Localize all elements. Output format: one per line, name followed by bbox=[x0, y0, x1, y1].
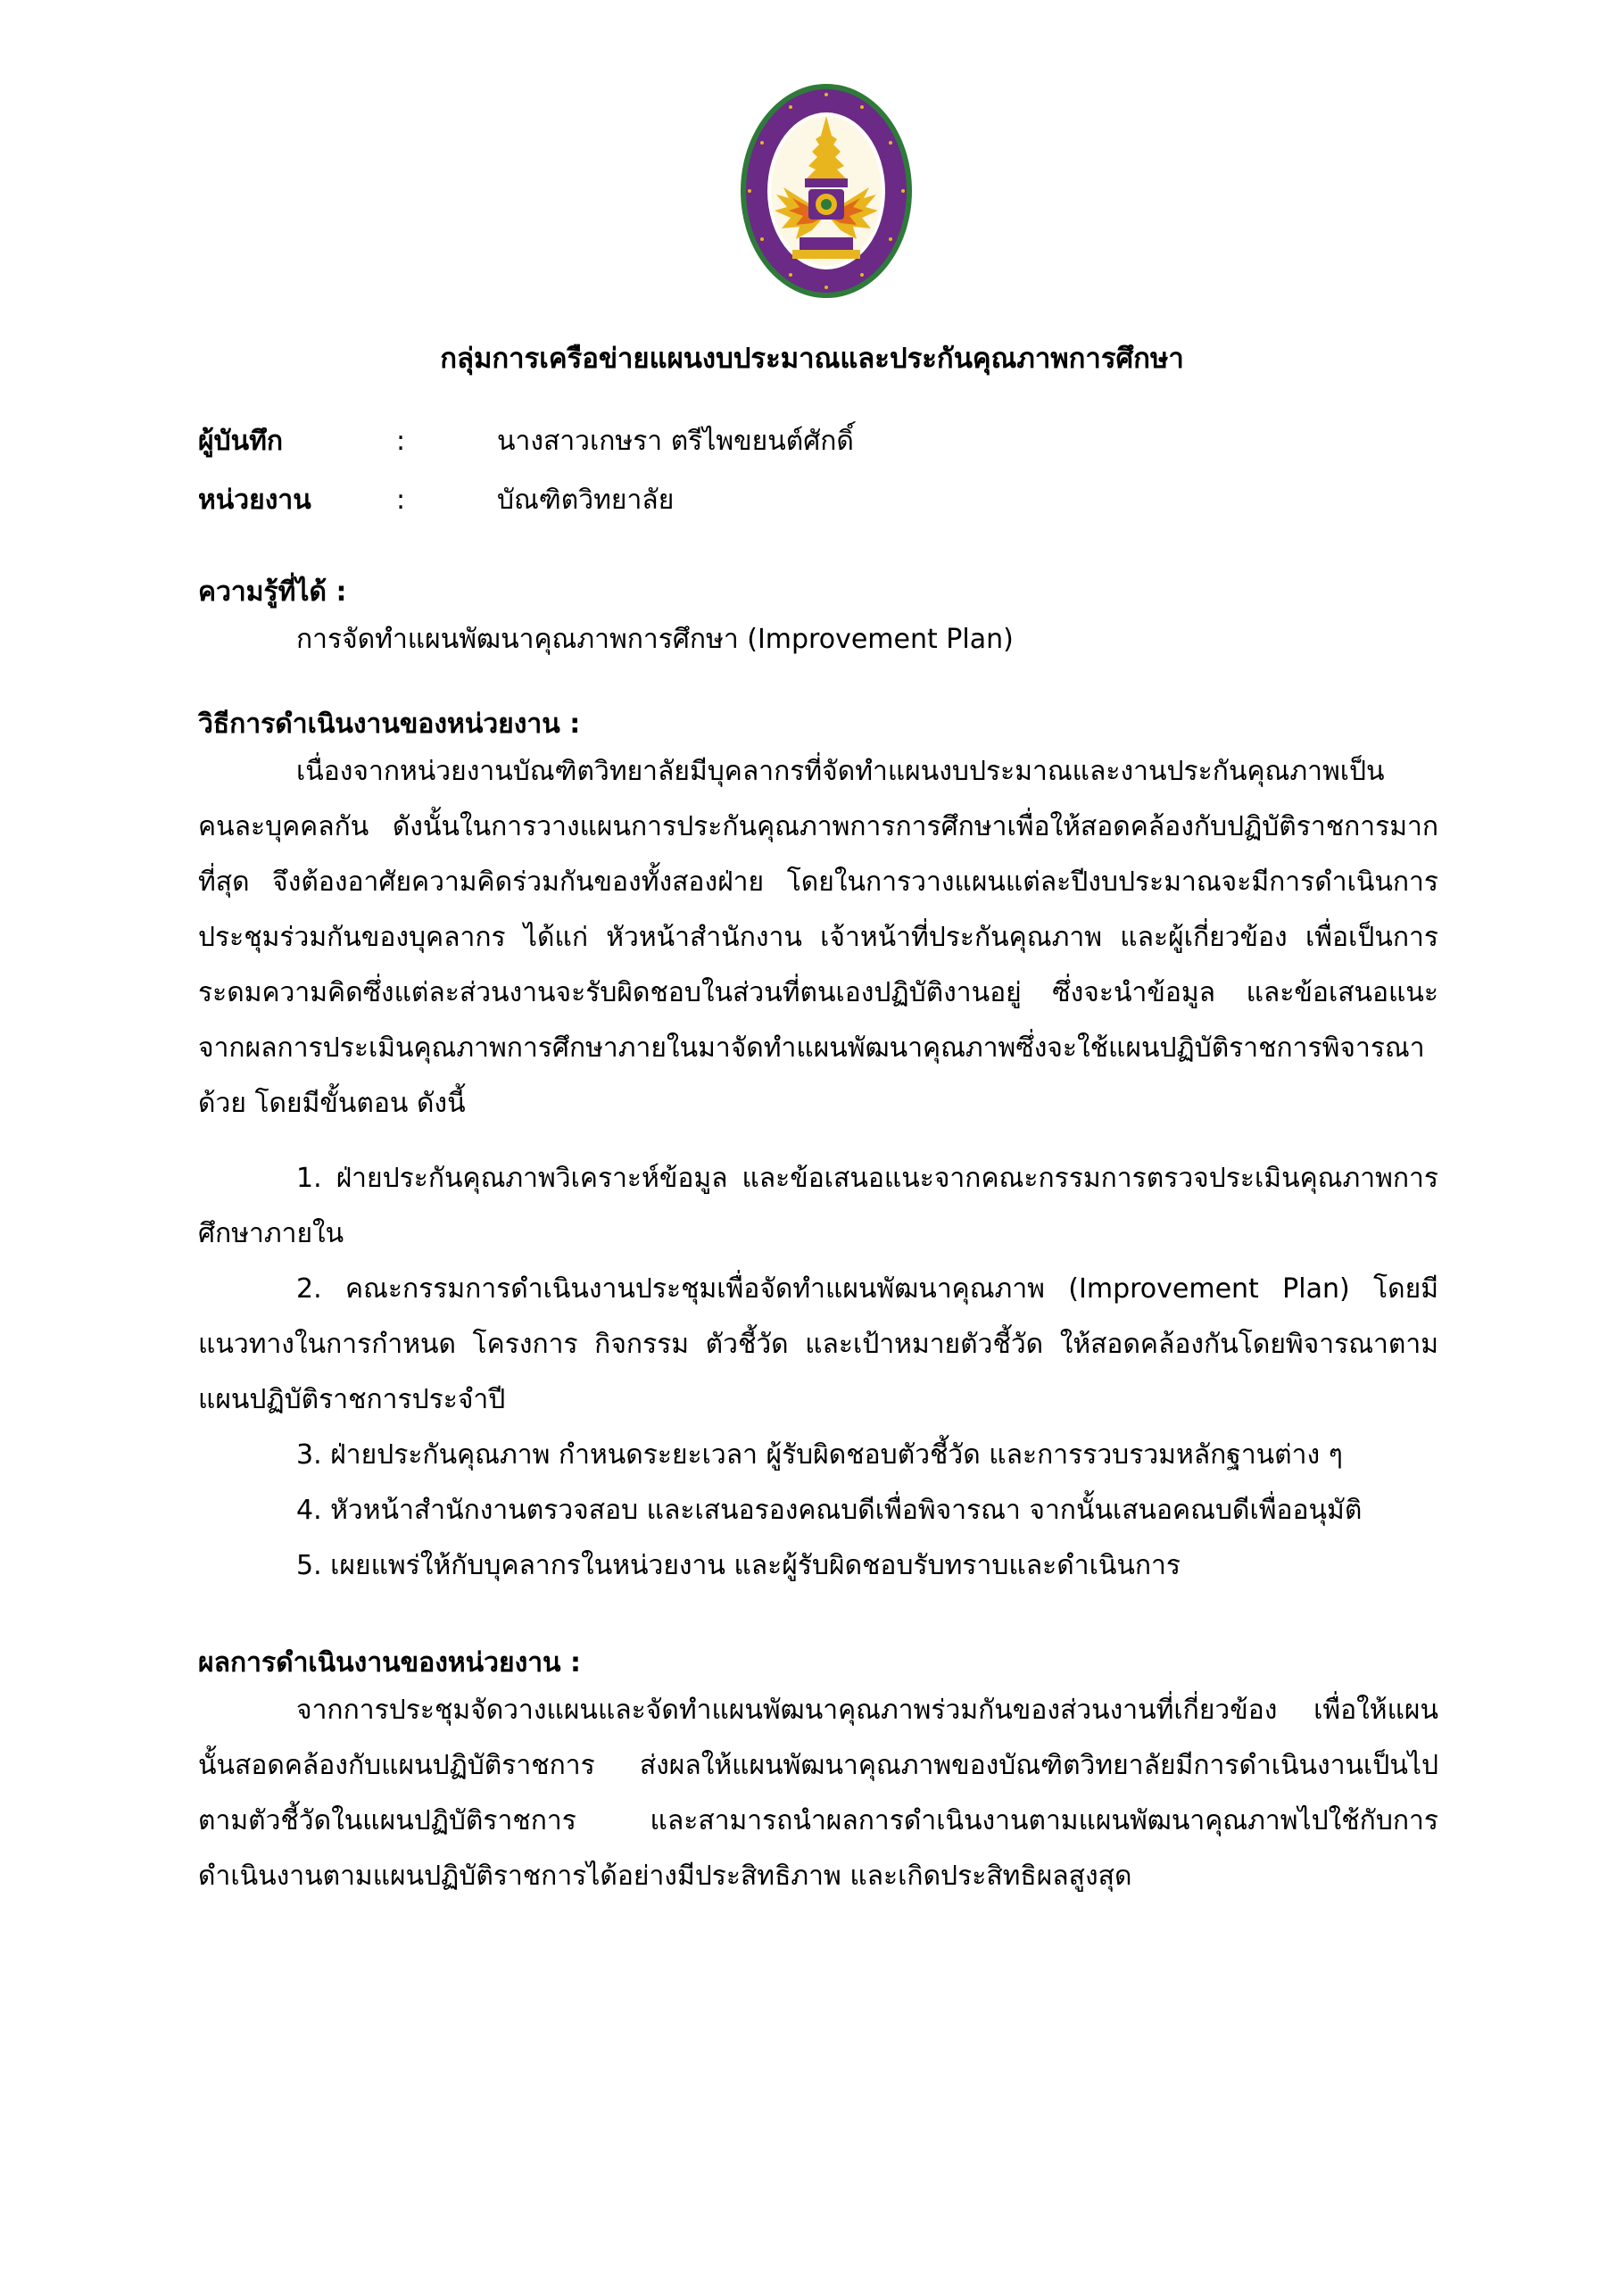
recorder-row bbox=[198, 419, 1447, 464]
method-step-4: 4. หัวหน้าสำนักงานตรวจสอบ และเสนอรองคณบดีเพื่อพิจารณา จากนั้นเสนอคณบดีเพื่ออนุมัติ bbox=[296, 1495, 1363, 1526]
method-step-5: 5. เผยแพร่ให้กับบุคลากรในหน่วยงาน และผู้รับผิดชอบรับทราบและดำเนินการ bbox=[296, 1550, 1181, 1581]
unit-colon: : bbox=[396, 485, 406, 516]
recorder-value: นางสาวเกษรา ตรีไพขยนต์ศักดิ์ bbox=[497, 426, 854, 457]
results-title: ผลการดำเนินงานของหน่วยงาน : bbox=[198, 1647, 582, 1678]
university-seal-icon bbox=[737, 80, 916, 302]
knowledge-text: การจัดทำแผนพัฒนาคุณภาพการศึกษา (Improvement Plan) bbox=[296, 624, 1014, 655]
method-step-1: 1. ฝ่ายประกันคุณภาพวิเคราะห์ข้อมูล และข้อเสนอแนะจากคณะกรรมการตรวจประเมินคุณภาพการศึกษาภายใน bbox=[198, 1163, 1438, 1249]
unit-row bbox=[198, 478, 1447, 523]
recorder-label: ผู้บันทึก bbox=[198, 426, 284, 457]
method-step-3: 3. ฝ่ายประกันคุณภาพ กำหนดระยะเวลา ผู้รับผิดชอบตัวชี้วัด และการรวบรวมหลักฐานต่าง ๆ bbox=[296, 1439, 1343, 1471]
document-heading: กลุ่มการเครือข่ายแผนงบประมาณและประกันคุณภาพการศึกษา bbox=[440, 343, 1184, 375]
method-step-2: 2. คณะกรรมการดำเนินงานประชุมเพื่อจัดทำแผนพัฒนาคุณภาพ (Improvement Plan) โดยมีแนวทางในการกำหนด โครงการ กิจกรรม ตัวชี้วัด และเป้าหมายตัวชี้วัด ให้สอดคล้องกันโดยพิจารณาตามแผนปฏิบัติราชการประจำปี bbox=[198, 1273, 1438, 1415]
method-paragraph: เนื่องจากหน่วยงานบัณฑิตวิทยาลัยมีบุคลากรที่จัดทำแผนงบประมาณและงานประกันคุณภาพเป็นคนละบุคคลกัน ดังนั้นในการวางแผนการประกันคุณภาพการการศึกษาเพื่อให้สอดคล้องกับปฏิบัติราชการมากที่สุด จึงต้องอาศัยความคิดร่วมกันของทั้งสองฝ่าย โดยในการวางแผนแต่ละปีงบประมาณจะมีการดำเนินการประชุมร่วมกันของบุคลากร ได้แก่ หัวหน้าสำนักงาน เจ้าหน้าที่ประกันคุณภาพ และผู้เกี่ยวข้อง เพื่อเป็นการระดมความคิดซึ่งแต่ละส่วนงานจะรับผิดชอบในส่วนที่ตนเองปฏิบัติงานอยู่ ซึ่งจะนำข้อมูล และข้อเสนอแนะจากผลการประเมินคุณภาพการศึกษาภายในมาจัดทำแผนพัฒนาคุณภาพซึ่งจะใช้แผนปฏิบัติราชการพิจารณาด้วย โดยมีขั้นตอน ดังนี้ bbox=[198, 756, 1438, 1119]
method-title: วิธีการดำเนินงานของหน่วยงาน : bbox=[198, 709, 581, 740]
results-paragraph: จากการประชุมจัดวางแผนและจัดทำแผนพัฒนาคุณภาพร่วมกันของส่วนงานที่เกี่ยวข้อง เพื่อให้แผนนั้นสอดคล้องกับแผนปฏิบัติราชการ ส่งผลให้แผนพัฒนาคุณภาพของบัณฑิตวิทยาลัยมีการดำเนินงานเป็นไปตามตัวชี้วัดในแผนปฏิบัติราชการ และสามารถนำผลการดำเนินงานตามแผนพัฒนาคุณภาพไปใช้กับการดำเนินงานตามแผนปฏิบัติราชการได้อย่างมีประสิทธิภาพ และเกิดประสิทธิผลสูงสุด bbox=[198, 1695, 1438, 1892]
unit-value: บัณฑิตวิทยาลัย bbox=[497, 485, 675, 516]
recorder-colon: : bbox=[396, 426, 406, 457]
knowledge-title: ความรู้ที่ได้ : bbox=[198, 576, 347, 608]
unit-label: หน่วยงาน bbox=[198, 485, 311, 516]
